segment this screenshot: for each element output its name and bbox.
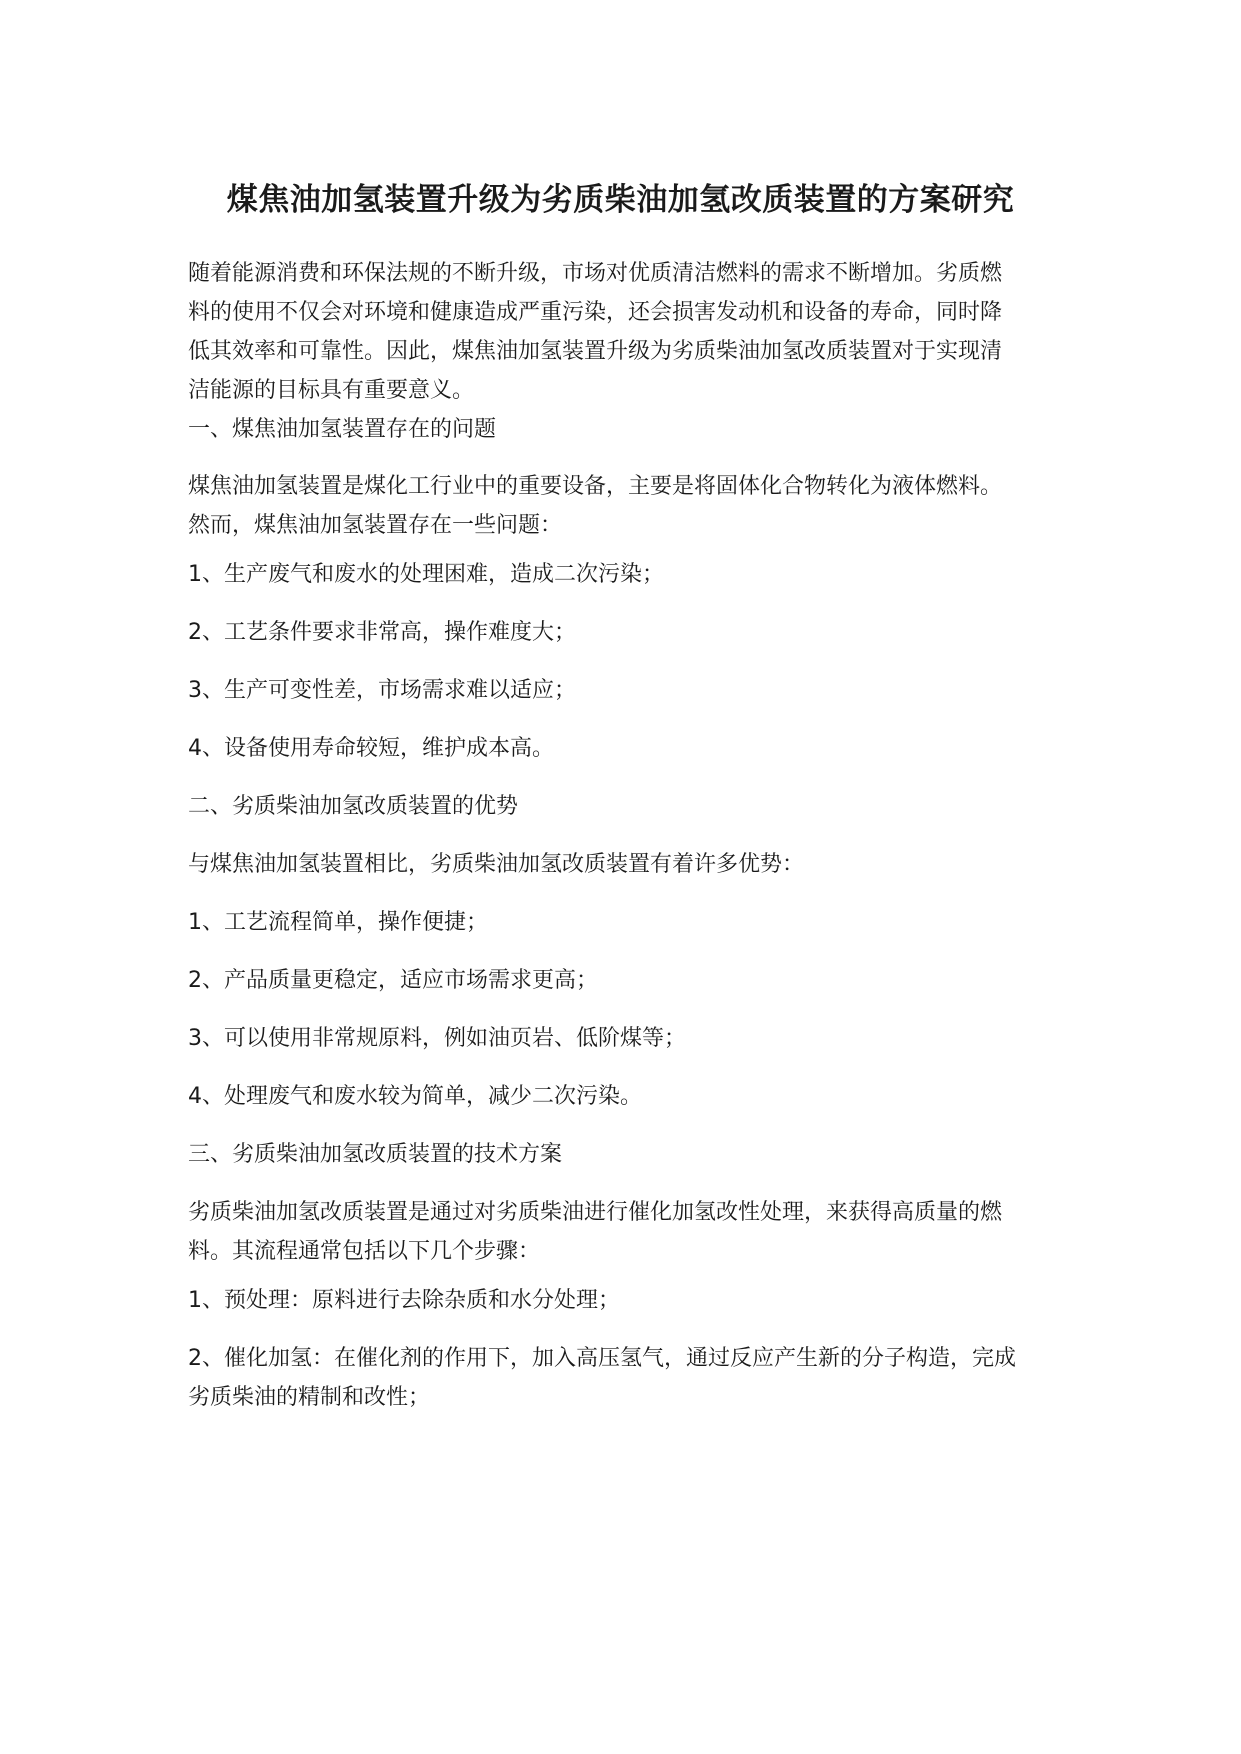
section3-heading: 三、劣质柴油加氢改质装置的技术方案	[188, 1142, 563, 1167]
section2-item-2: 2、产品质量更稳定，适应市场需求更高；	[188, 968, 598, 993]
section1-item-1: 1、生产废气和废水的处理困难，造成二次污染；	[188, 562, 664, 587]
section3-item-2	[188, 1339, 1058, 1417]
intro-line: 洁能源的目标具有重要意义。	[188, 378, 475, 403]
section2-item-3: 3、可以使用非常规原料，例如油页岩、低阶煤等；	[188, 1026, 686, 1051]
section3-item-1: 1、预处理：原料进行去除杂质和水分处理；	[188, 1288, 620, 1313]
section2-item-1: 1、工艺流程简单，操作便捷；	[188, 910, 488, 935]
intro-paragraph	[188, 254, 1058, 410]
section3-paragraph	[188, 1193, 1058, 1271]
intro-line: 随着能源消费和环保法规的不断升级，市场对优质清洁燃料的需求不断增加。劣质燃	[188, 261, 1003, 286]
section2-heading: 二、劣质柴油加氢改质装置的优势	[188, 794, 519, 819]
intro-line: 低其效率和可靠性。因此，煤焦油加氢装置升级为劣质柴油加氢改质装置对于实现清	[188, 339, 1003, 364]
intro-line: 料的使用不仅会对环境和健康造成严重污染，还会损害发动机和设备的寿命，同时降	[188, 300, 1003, 325]
section3-item-2-line: 劣质柴油的精制和改性；	[188, 1385, 431, 1410]
section1-paragraph	[188, 467, 1058, 545]
section3-paragraph-line: 劣质柴油加氢改质装置是通过对劣质柴油进行催化加氢改性处理，来获得高质量的燃	[188, 1200, 1003, 1225]
section3-item-2-line: 2、催化加氢：在催化剂的作用下，加入高压氢气，通过反应产生新的分子构造，完成	[188, 1346, 1016, 1371]
section1-item-4: 4、设备使用寿命较短，维护成本高。	[188, 736, 554, 761]
section2-paragraph: 与煤焦油加氢装置相比，劣质柴油加氢改质装置有着许多优势：	[188, 852, 805, 877]
section1-item-3: 3、生产可变性差，市场需求难以适应；	[188, 678, 576, 703]
document-title: 煤焦油加氢装置升级为劣质柴油加氢改质装置的方案研究	[226, 182, 1015, 218]
section1-item-2: 2、工艺条件要求非常高，操作难度大；	[188, 620, 576, 645]
section3-paragraph-line: 料。其流程通常包括以下几个步骤：	[188, 1239, 541, 1264]
section1-paragraph-line: 然而，煤焦油加氢装置存在一些问题：	[188, 513, 563, 538]
section2-item-4: 4、处理废气和废水较为简单，减少二次污染。	[188, 1084, 642, 1109]
section1-heading: 一、煤焦油加氢装置存在的问题	[188, 417, 497, 442]
section1-paragraph-line: 煤焦油加氢装置是煤化工行业中的重要设备，主要是将固体化合物转化为液体燃料。	[188, 474, 1003, 499]
